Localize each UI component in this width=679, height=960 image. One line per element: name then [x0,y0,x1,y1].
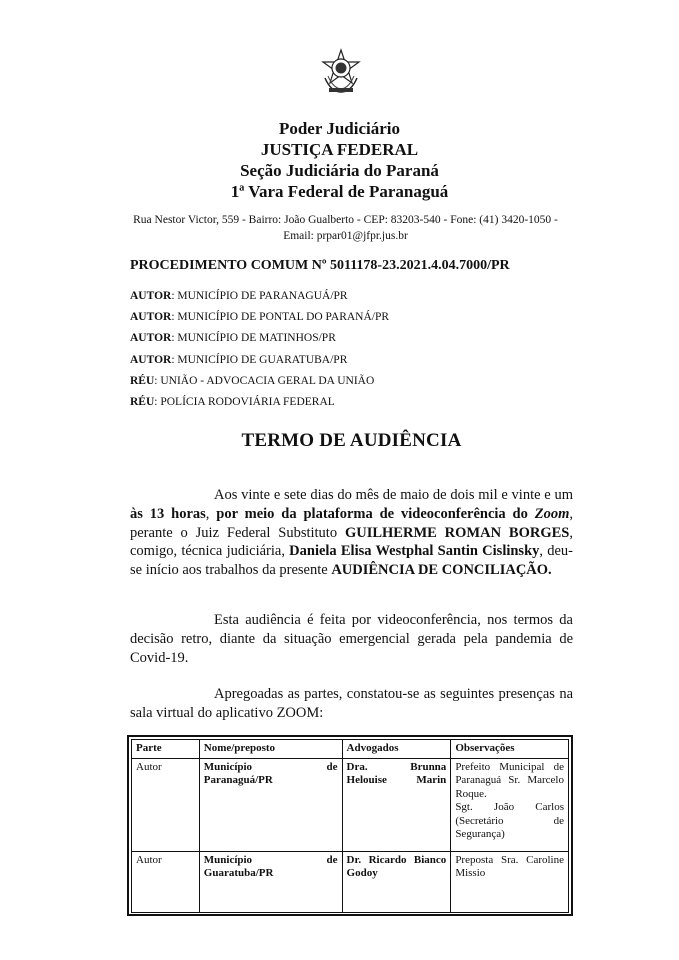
cell-advogados: Dra. Brunna Helouise Marin [342,758,451,851]
paragraph-attendance [130,685,573,723]
party-row: AUTOR: MUNICÍPIO DE PARANAGUÁ/PR [130,290,348,302]
observation-text: Preposta Sra. Caroline Missio [455,853,564,879]
address-line-1: Rua Nestor Victor, 559 - Bairro: João Gualberto - CEP: 83203-540 - Fone: (41) 3420-1050 - [133,214,558,226]
bold-run: por meio da plataforma de videoconferência do [216,505,535,522]
party-role: RÉU [130,374,155,387]
party-role: AUTOR [130,290,172,302]
cell-nome: Município de Guaratuba/PR [199,851,342,912]
attendance-table [127,735,573,916]
address-line-2: Email: prpar01@jfpr.jus.br [283,230,408,242]
cell-observacoes [451,758,569,851]
text-run: Aos vinte e sete dias do mês de maio de dois mil e vinte e um [214,487,573,503]
court-address [118,212,573,244]
party-row: AUTOR: MUNICÍPIO DE MATINHOS/PR [130,332,336,345]
paragraph-opening [130,486,573,580]
hearing-type: AUDIÊNCIA DE CONCILIAÇÃO. [331,562,552,579]
party-row: RÉU: UNIÃO - ADVOCACIA GERAL DA UNIÃO [130,374,375,387]
party-name: MUNICÍPIO DE PONTAL DO PARANÁ/PR [177,311,390,324]
text-run: , [205,505,217,522]
text-run: , comigo, técnica judiciária, [130,524,573,560]
cell-parte: Autor [132,851,200,912]
clerk-name: Daniela Elisa Westphal Santin Cislinsky [289,543,540,560]
party-row: RÉU: POLÍCIA RODOVIÁRIA FEDERAL [130,396,335,409]
party-role: RÉU [130,396,155,409]
party-row: AUTOR: MUNICÍPIO DE PONTAL DO PARANÁ/PR [130,311,390,324]
procedure-number: PROCEDIMENTO COMUM Nº 5011178-23.2021.4.04.7000/PR [130,258,510,273]
bold-run: às 13 horas [130,505,206,522]
text-run: , deu-se início aos trabalhos da presente [130,543,573,579]
parties-list [130,286,389,413]
party-name: UNIÃO - ADVOCACIA GERAL DA UNIÃO [160,374,375,387]
table-row [132,851,569,912]
header-line-4: 1ª Vara Federal de Paranaguá [230,182,449,201]
column-header: Advogados [342,740,451,759]
column-header: Observações [451,740,569,759]
text-run: Esta audiência é feita por videoconferência, nos termos da decisão retro, diante da situação emergencial gerada pela pandemia de Covid-19. [130,612,573,666]
paragraph-videoconference [130,611,573,667]
party-role: AUTOR [130,332,172,345]
judge-name: GUILHERME ROMAN BORGES [344,524,570,541]
column-header: Nome/preposto [199,740,342,759]
cell-advogados: Dr. Ricardo Bianco Godoy [342,851,451,912]
party-name: MUNICÍPIO DE MATINHOS/PR [177,332,336,345]
party-role: AUTOR [130,311,172,324]
header-line-3: Seção Judiciária do Paraná [240,161,439,180]
court-header [0,118,679,202]
cell-observacoes [451,851,569,912]
text-run: , perante o Juiz Federal Substituto [130,505,573,541]
party-name: POLÍCIA RODOVIÁRIA FEDERAL [160,396,335,409]
table-row [132,758,569,851]
document-title: TERMO DE AUDIÊNCIA [241,430,462,451]
header-line-1: Poder Judiciário [278,119,401,138]
coat-of-arms-icon [319,48,363,96]
party-row: AUTOR: MUNICÍPIO DE GUARATUBA/PR [130,353,348,366]
cell-parte: Autor [132,758,200,851]
observation-text: Prefeito Municipal de Paranaguá Sr. Marcelo Roque. [455,760,564,800]
table-header-row [132,740,569,759]
party-name: MUNICÍPIO DE PARANAGUÁ/PR [177,290,348,302]
header-line-2: JUSTIÇA FEDERAL [260,140,419,159]
bold-italic-run: Zoom [534,505,570,522]
cell-nome: Município de Paranaguá/PR [199,758,342,851]
column-header: Parte [132,740,200,759]
party-role: AUTOR [130,353,172,366]
text-run: Apregoadas as partes, constatou-se as seguintes presenças na sala virtual do aplicativo ZOOM: [130,686,573,721]
observation-text: Sgt. João Carlos (Secretário de Segurança) [455,801,564,840]
party-name: MUNICÍPIO DE GUARATUBA/PR [177,353,348,366]
